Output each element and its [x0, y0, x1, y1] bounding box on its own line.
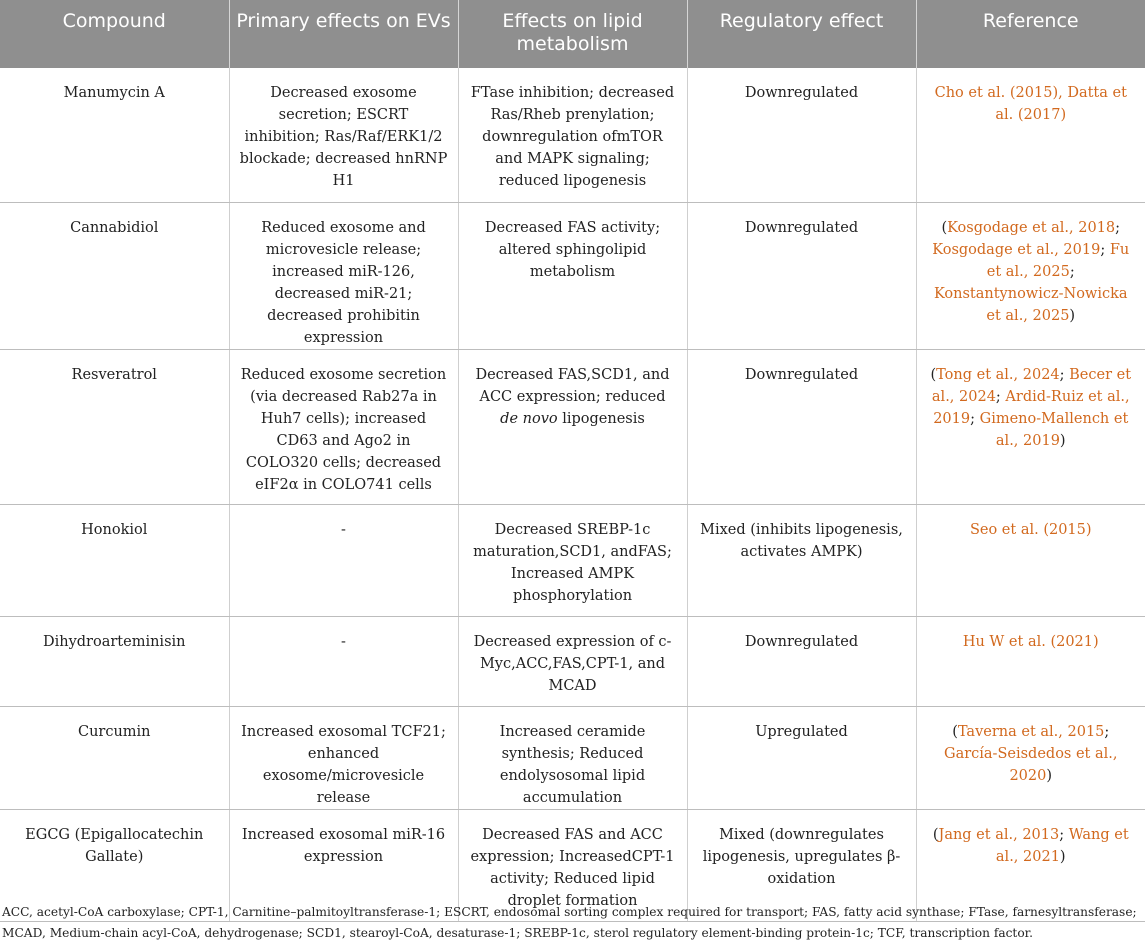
cell-regulatory: Mixed (inhibits lipogenesis, activates AMPK): [687, 504, 916, 616]
reference-link[interactable]: Fu et al., 2025: [986, 241, 1130, 280]
reference-link[interactable]: Jang et al., 2013: [938, 826, 1060, 843]
cell-lipid-effects: Decreased SREBP-1c maturation,SCD1, andFAS; Increased AMPK phosphorylation: [458, 504, 687, 616]
table-header: [0, 0, 1145, 68]
reference-link[interactable]: Wang et al., 2021: [995, 826, 1129, 865]
cell-lipid-effects: Increased ceramide synthesis; Reduced endolysosomal lipid accumulation: [458, 706, 687, 809]
reference-link[interactable]: Kosgodage et al., 2018: [947, 219, 1116, 236]
cell-regulatory: Upregulated: [687, 706, 916, 809]
lipid-italic-text: de novo: [500, 410, 558, 427]
cell-ev-effects: Increased exosomal TCF21; enhanced exosome/microvesicle release: [229, 706, 458, 809]
cell-ev-effects: Decreased exosome secretion; ESCRT inhibition; Ras/Raf/ERK1/2 blockade; decreased hnRNP H1: [229, 68, 458, 202]
cell-compound: EGCG (Epigallocatechin Gallate): [0, 809, 229, 921]
cell-ev-effects: -: [229, 504, 458, 616]
cell-lipid-effects: [458, 349, 687, 504]
cell-compound: Cannabidiol: [0, 202, 229, 349]
cell-ev-effects: -: [229, 616, 458, 706]
cell-regulatory: Mixed (downregulates lipogenesis, upregulates β-oxidation: [687, 809, 916, 921]
cell-compound: Honokiol: [0, 504, 229, 616]
header-lipid-metabolism: Effects on lipid metabolism: [458, 0, 687, 68]
cell-reference: (Taverna et al., 2015; García-Seisdedos et al., 2020): [916, 706, 1145, 809]
cell-lipid-effects: Decreased FAS activity; altered sphingolipid metabolism: [458, 202, 687, 349]
reference-link[interactable]: Gimeno-Mallench et al., 2019: [979, 410, 1129, 449]
reference-link[interactable]: Tong et al., 2024: [936, 366, 1060, 383]
reference-link[interactable]: Konstantynowicz-Nowicka et al., 2025: [933, 285, 1128, 324]
cell-compound: Dihydroarteminisin: [0, 616, 229, 706]
table-row: [0, 504, 1145, 616]
table-row: [0, 349, 1145, 504]
header-reference: Reference: [916, 0, 1145, 68]
cell-lipid-effects: Decreased expression of c-Myc,ACC,FAS,CPT-1, and MCAD: [458, 616, 687, 706]
reference-link[interactable]: Taverna et al., 2015: [957, 723, 1105, 740]
cell-compound: Manumycin A: [0, 68, 229, 202]
cell-compound: Resveratrol: [0, 349, 229, 504]
reference-link[interactable]: Becer et al., 2024: [931, 366, 1132, 405]
cell-reference: (Tong et al., 2024; Becer et al., 2024; Ardid-Ruiz et al., 2019; Gimeno-Mallench et al., 2019): [916, 349, 1145, 504]
cell-regulatory: Downregulated: [687, 202, 916, 349]
table-row: [0, 706, 1145, 809]
reference-link[interactable]: Ardid-Ruiz et al., 2019: [933, 388, 1130, 427]
cell-reference: [916, 68, 1145, 202]
lipid-text: Decreased FAS,SCD1, and ACC expression; reduced: [475, 366, 670, 405]
cell-ev-effects: Reduced exosome and microvesicle release; increased miR-126, decreased miR-21; decreased prohibitin expression: [229, 202, 458, 349]
cell-ev-effects: Reduced exosome secretion (via decreased Rab27a in Huh7 cells); increased CD63 and Ago2 in COLO320 cells; decreased eIF2α in COLO741 cells: [229, 349, 458, 504]
cell-regulatory: Downregulated: [687, 68, 916, 202]
header-primary-effects-evs: Primary effects on EVs: [229, 0, 458, 68]
reference-link[interactable]: Cho et al. (2015), Datta et al. (2017): [934, 85, 1127, 123]
table-row: [0, 202, 1145, 349]
cell-reference: (Jang et al., 2013; Wang et al., 2021): [916, 809, 1145, 921]
cell-lipid-effects: Decreased FAS and ACC expression; IncreasedCPT-1 activity; Reduced lipid droplet formation: [458, 809, 687, 921]
cell-compound: Curcumin: [0, 706, 229, 809]
reference-link[interactable]: Kosgodage et al., 2019: [932, 241, 1101, 258]
reference-link[interactable]: García-Seisdedos et al., 2020: [944, 745, 1118, 784]
table-row: [0, 68, 1145, 202]
cell-reference: [916, 504, 1145, 616]
reference-link[interactable]: Hu W et al. (2021): [962, 633, 1099, 650]
lipid-text: lipogenesis: [557, 410, 645, 427]
table-footnote: ACC, acetyl-CoA carboxylase; CPT-1, Carnitine–palmitoyltransferase-1; ESCRT, endosomal sorting complex required for transport; FAS, fatty acid synthase; FTase, farnesyltransferase; MCAD, Medium-chain acyl-CoA, dehydrogenase; SCD1, stearoyl-CoA, desaturase-1; SREBP-1c, sterol regulatory element-binding protein-1c; TCF, transcription factor.: [2, 905, 1137, 940]
cell-reference: [916, 616, 1145, 706]
cell-ev-effects: Increased exosomal miR-16 expression: [229, 809, 458, 921]
table-row: [0, 616, 1145, 706]
cell-regulatory: Downregulated: [687, 616, 916, 706]
reference-link[interactable]: Seo et al. (2015): [969, 521, 1092, 538]
cell-reference: (Kosgodage et al., 2018; Kosgodage et al., 2019; Fu et al., 2025; Konstantynowicz-Nowicka et al., 2025): [916, 202, 1145, 349]
cell-regulatory: Downregulated: [687, 349, 916, 504]
header-compound: Compound: [0, 0, 229, 68]
cell-lipid-effects: FTase inhibition; decreased Ras/Rheb prenylation; downregulation ofmTOR and MAPK signaling; reduced lipogenesis: [458, 68, 687, 202]
header-regulatory-effect: Regulatory effect: [687, 0, 916, 68]
